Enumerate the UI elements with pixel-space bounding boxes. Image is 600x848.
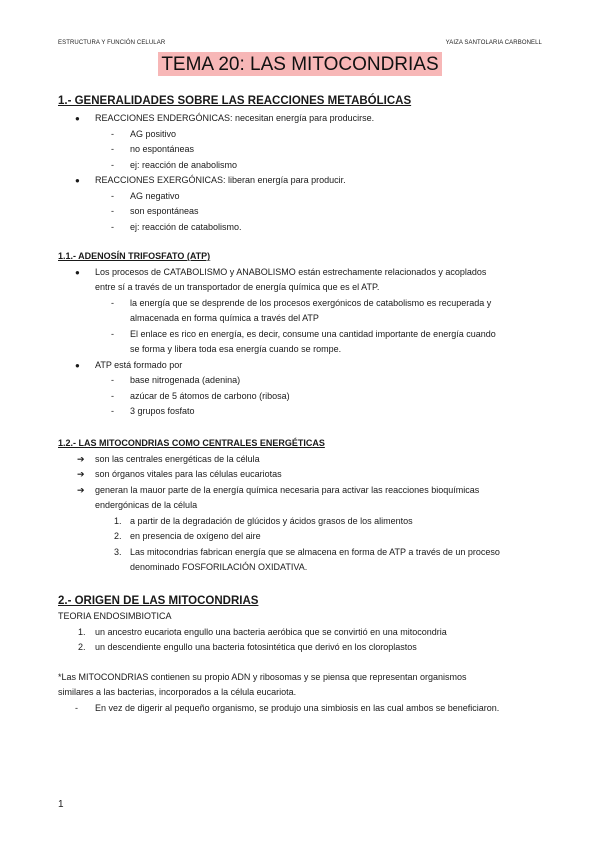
list-item: ➔ generan la mauor parte de la energía química necesaria para activar las reacciones bioquímicas [58, 483, 548, 499]
list-item-cont: denominado FOSFORILACIÓN OXIDATIVA. [130, 562, 308, 572]
title-wrap [0, 52, 600, 76]
list-item: - base nitrogenada (adenina) [58, 373, 548, 389]
dash-icon: - [111, 221, 114, 232]
page-title: TEMA 20: LAS MITOCONDRIAS [158, 52, 441, 76]
arrow-right-icon: ➔ [77, 484, 85, 495]
bullet-icon: ● [75, 176, 80, 185]
section-2-heading: 2.- ORIGEN DE LAS MITOCONDRIAS [58, 595, 259, 607]
list-item: ● ATP está formado por [58, 358, 548, 374]
list-item: - En vez de digerir al pequeño organismo, se produjo una simbiosis en las cual ambos se beneficiaron. [58, 701, 548, 717]
section-1-1 [58, 249, 548, 420]
list-item: - El enlace es rico en energía, es decir, consume una cantidad importante de energía cuando [58, 327, 548, 343]
dash-icon: - [111, 128, 114, 139]
list-item: 1. a partir de la degradación de glúcidos y ácidos grasos de los alimentos [114, 515, 413, 526]
section-2 [58, 593, 548, 716]
list-item-cont: endergónicas de la célula [95, 500, 198, 510]
arrow-right-icon: ➔ [77, 469, 85, 479]
section-1 [58, 93, 548, 235]
dash-icon: - [111, 159, 114, 170]
header-left: ESTRUCTURA Y FUNCIÓN CELULAR [58, 40, 166, 46]
bullet-icon: ● [75, 360, 80, 370]
list-item: - AG negativo [58, 189, 548, 205]
list-item: - 3 grupos fosfato [58, 404, 548, 420]
list-item: - la energía que se desprende de los procesos exergónicos de catabolismo es recuperada y [58, 296, 548, 312]
section-1-1-heading: 1.1.- ADENOSÍN TRIFOSFATO (ATP) [58, 251, 211, 261]
note-line: *Las MITOCONDRIAS contienen su propio ADN y ribosomas y se piensa que representan organismos [58, 671, 467, 682]
dash-icon: - [111, 390, 114, 401]
dash-icon: - [111, 297, 114, 308]
list-item: ● REACCIONES ENDERGÓNICAS: necesitan energía para producirse. [58, 111, 548, 127]
dash-icon: - [111, 206, 114, 216]
list-item: - son espontáneas [58, 204, 548, 220]
list-item: - no espontáneas [58, 142, 548, 158]
section-1-2-heading: 1.2.- LAS MITOCONDRIAS COMO CENTRALES ENERGÉTICAS [58, 438, 325, 448]
list-item: 2. un descendiente engullo una bacteria fotosintética que derivó en los cloroplastos [78, 642, 417, 652]
list-item: - ej: reacción de catabolismo. [58, 220, 548, 236]
list-item-cont: se forma y libera toda esa energía cuando se rompe. [130, 344, 342, 354]
list-item: ➔ son órganos vitales para las células eucariotas [58, 467, 548, 483]
header-right: YAIZA SANTOLARIA CARBONELL [445, 40, 542, 46]
dash-icon: - [75, 702, 78, 713]
dash-icon: - [111, 190, 114, 201]
section-1-2 [58, 436, 548, 576]
list-item: - AG positivo [58, 127, 548, 143]
dash-icon: - [111, 375, 114, 385]
list-item: ● REACCIONES EXERGÓNICAS: liberan energía para producir. [58, 173, 548, 189]
list-item: - azúcar de 5 átomos de carbono (ribosa) [58, 389, 548, 405]
list-item: ● Los procesos de CATABOLISMO y ANABOLISMO están estrechamente relacionados y acoplados [58, 265, 548, 281]
section-1-heading: 1.- GENERALIDADES SOBRE LAS REACCIONES METABÓLICAS [58, 95, 412, 107]
note-line: similares a las bacterias, incorporados a la célula eucariota. [58, 687, 297, 697]
bullet-icon: ● [75, 267, 80, 277]
dash-icon: - [111, 328, 114, 339]
arrow-right-icon: ➔ [77, 453, 85, 464]
list-item: 3. Las mitocondrias fabrican energía que se almacena en forma de ATP a través de un proceso [114, 546, 500, 557]
dash-icon: - [111, 144, 114, 154]
list-item: - ej: reacción de anabolismo [58, 158, 548, 174]
list-item: 1. un ancestro eucariota engullo una bacteria aeróbica que se convirtió en una mitocondria [78, 626, 447, 637]
list-item-cont: entre sí a través de un transportador de energía química que es el ATP. [95, 282, 380, 292]
dash-icon: - [111, 406, 114, 416]
list-item-cont: almacenada en forma química a través del ATP [130, 313, 319, 323]
bullet-icon: ● [75, 114, 80, 123]
page-number: 1 [58, 799, 64, 810]
list-item: ➔ son las centrales energéticas de la célula [58, 452, 548, 468]
section-2-subheading: TEORIA ENDOSIMBIOTICA [58, 611, 172, 621]
list-item: 2. en presencia de oxígeno del aire [114, 531, 261, 541]
